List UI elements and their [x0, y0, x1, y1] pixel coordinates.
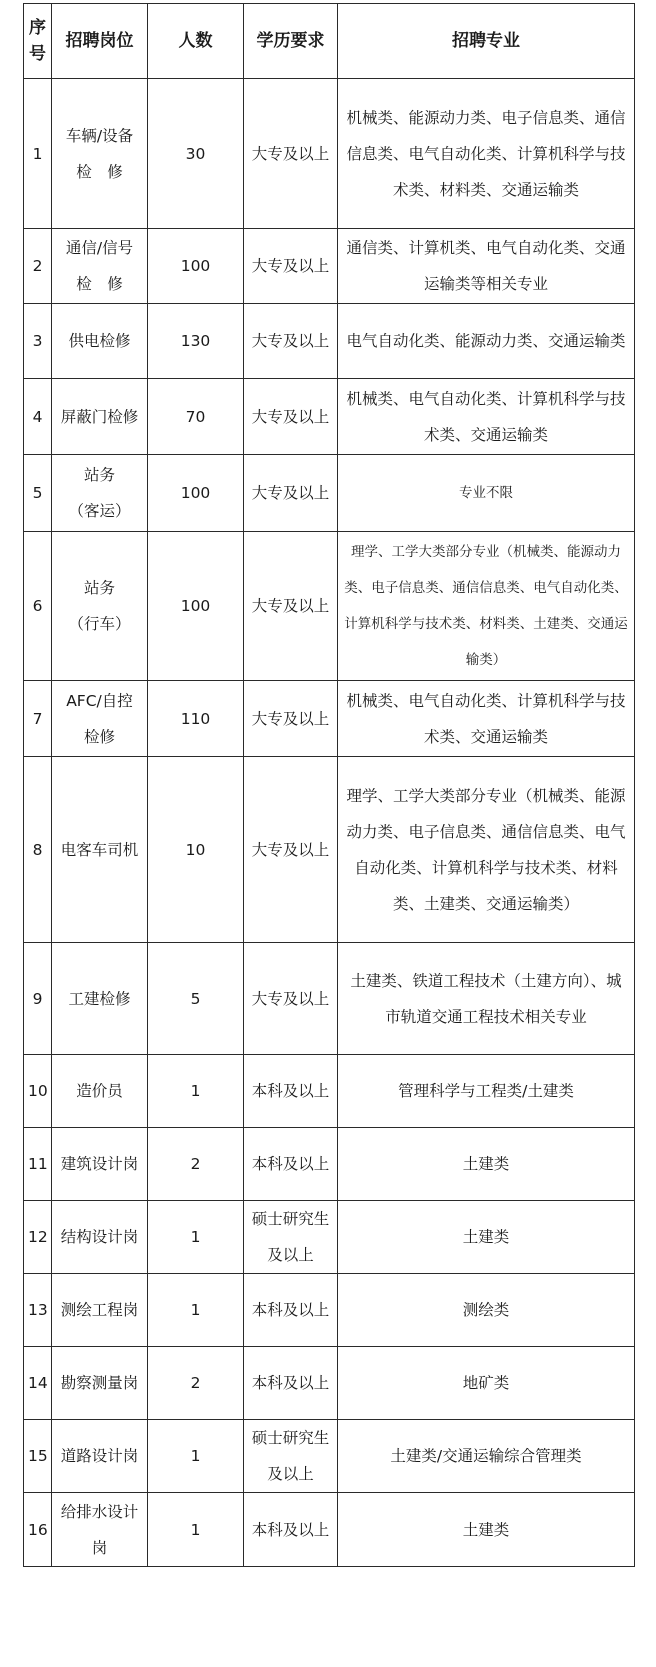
table-row	[24, 229, 635, 304]
cell-position: 结构设计岗	[52, 1201, 148, 1274]
cell-education: 大专及以上	[244, 229, 338, 304]
cell-major: 机械类、能源动力类、电子信息类、通信信息类、电气自动化类、计算机科学与技术类、材料类、交通运输类	[338, 79, 635, 229]
table-row	[24, 1128, 635, 1201]
cell-count: 70	[148, 379, 244, 455]
header-no: 序 号	[24, 4, 52, 79]
cell-major: 土建类、铁道工程技术（土建方向）、城市轨道交通工程技术相关专业	[338, 943, 635, 1055]
cell-position: 勘察测量岗	[52, 1347, 148, 1420]
table-row	[24, 455, 635, 532]
cell-major: 土建类/交通运输综合管理类	[338, 1420, 635, 1493]
cell-count: 2	[148, 1347, 244, 1420]
cell-no: 14	[24, 1347, 52, 1420]
cell-position: 建筑设计岗	[52, 1128, 148, 1201]
cell-count: 100	[148, 532, 244, 681]
cell-position: 电客车司机	[52, 757, 148, 943]
cell-no: 8	[24, 757, 52, 943]
cell-position: AFC/自控 检修	[52, 681, 148, 757]
header-row	[24, 4, 635, 79]
cell-count: 30	[148, 79, 244, 229]
cell-position: 通信/信号 检 修	[52, 229, 148, 304]
cell-education: 本科及以上	[244, 1493, 338, 1567]
cell-count: 5	[148, 943, 244, 1055]
cell-major: 土建类	[338, 1201, 635, 1274]
cell-no: 5	[24, 455, 52, 532]
cell-count: 110	[148, 681, 244, 757]
cell-major: 理学、工学大类部分专业（机械类、能源动力类、电子信息类、通信信息类、电气自动化类、计算机科学与技术类、材料类、土建类、交通运输类）	[338, 757, 635, 943]
table-row	[24, 532, 635, 681]
cell-education: 大专及以上	[244, 681, 338, 757]
table-row	[24, 681, 635, 757]
cell-no: 3	[24, 304, 52, 379]
table-row	[24, 1201, 635, 1274]
cell-major: 通信类、计算机类、电气自动化类、交通运输类等相关专业	[338, 229, 635, 304]
cell-count: 1	[148, 1055, 244, 1128]
cell-count: 1	[148, 1493, 244, 1567]
cell-count: 1	[148, 1201, 244, 1274]
cell-education: 大专及以上	[244, 757, 338, 943]
cell-count: 2	[148, 1128, 244, 1201]
cell-position: 站务 （客运）	[52, 455, 148, 532]
cell-position: 供电检修	[52, 304, 148, 379]
cell-position: 造价员	[52, 1055, 148, 1128]
header-count: 人数	[148, 4, 244, 79]
table-row	[24, 1493, 635, 1567]
table-row	[24, 379, 635, 455]
table-row	[24, 1274, 635, 1347]
header-position: 招聘岗位	[52, 4, 148, 79]
cell-no: 12	[24, 1201, 52, 1274]
cell-count: 1	[148, 1420, 244, 1493]
cell-major: 测绘类	[338, 1274, 635, 1347]
cell-education: 大专及以上	[244, 943, 338, 1055]
cell-position: 给排水设计 岗	[52, 1493, 148, 1567]
table-row	[24, 304, 635, 379]
cell-no: 11	[24, 1128, 52, 1201]
cell-no: 2	[24, 229, 52, 304]
table-row	[24, 1347, 635, 1420]
cell-education: 大专及以上	[244, 532, 338, 681]
cell-education: 大专及以上	[244, 379, 338, 455]
cell-no: 15	[24, 1420, 52, 1493]
cell-education: 大专及以上	[244, 455, 338, 532]
cell-education: 本科及以上	[244, 1274, 338, 1347]
cell-education: 硕士研究生 及以上	[244, 1420, 338, 1493]
recruitment-table	[23, 3, 635, 1567]
cell-major: 土建类	[338, 1128, 635, 1201]
cell-count: 130	[148, 304, 244, 379]
cell-major: 专业不限	[338, 455, 635, 532]
header-major: 招聘专业	[338, 4, 635, 79]
cell-education: 本科及以上	[244, 1055, 338, 1128]
cell-position: 车辆/设备 检 修	[52, 79, 148, 229]
table-row	[24, 757, 635, 943]
cell-education: 大专及以上	[244, 79, 338, 229]
cell-no: 10	[24, 1055, 52, 1128]
cell-no: 4	[24, 379, 52, 455]
cell-position: 工建检修	[52, 943, 148, 1055]
header-education: 学历要求	[244, 4, 338, 79]
cell-major: 机械类、电气自动化类、计算机科学与技术类、交通运输类	[338, 379, 635, 455]
cell-position: 道路设计岗	[52, 1420, 148, 1493]
cell-major: 电气自动化类、能源动力类、交通运输类	[338, 304, 635, 379]
cell-education: 大专及以上	[244, 304, 338, 379]
cell-no: 6	[24, 532, 52, 681]
cell-count: 10	[148, 757, 244, 943]
cell-position: 屏蔽门检修	[52, 379, 148, 455]
table-row	[24, 79, 635, 229]
cell-major: 理学、工学大类部分专业（机械类、能源动力类、电子信息类、通信信息类、电气自动化类、计算机科学与技术类、材料类、土建类、交通运输类）	[338, 532, 635, 681]
cell-no: 16	[24, 1493, 52, 1567]
cell-major: 管理科学与工程类/土建类	[338, 1055, 635, 1128]
cell-education: 本科及以上	[244, 1128, 338, 1201]
cell-position: 测绘工程岗	[52, 1274, 148, 1347]
cell-education: 硕士研究生 及以上	[244, 1201, 338, 1274]
cell-no: 7	[24, 681, 52, 757]
cell-count: 100	[148, 229, 244, 304]
cell-no: 9	[24, 943, 52, 1055]
cell-major: 机械类、电气自动化类、计算机科学与技术类、交通运输类	[338, 681, 635, 757]
cell-count: 100	[148, 455, 244, 532]
cell-no: 13	[24, 1274, 52, 1347]
table-row	[24, 1420, 635, 1493]
cell-position: 站务 （行车）	[52, 532, 148, 681]
cell-count: 1	[148, 1274, 244, 1347]
cell-education: 本科及以上	[244, 1347, 338, 1420]
table-row	[24, 943, 635, 1055]
cell-major: 土建类	[338, 1493, 635, 1567]
cell-no: 1	[24, 79, 52, 229]
cell-major: 地矿类	[338, 1347, 635, 1420]
table-row	[24, 1055, 635, 1128]
